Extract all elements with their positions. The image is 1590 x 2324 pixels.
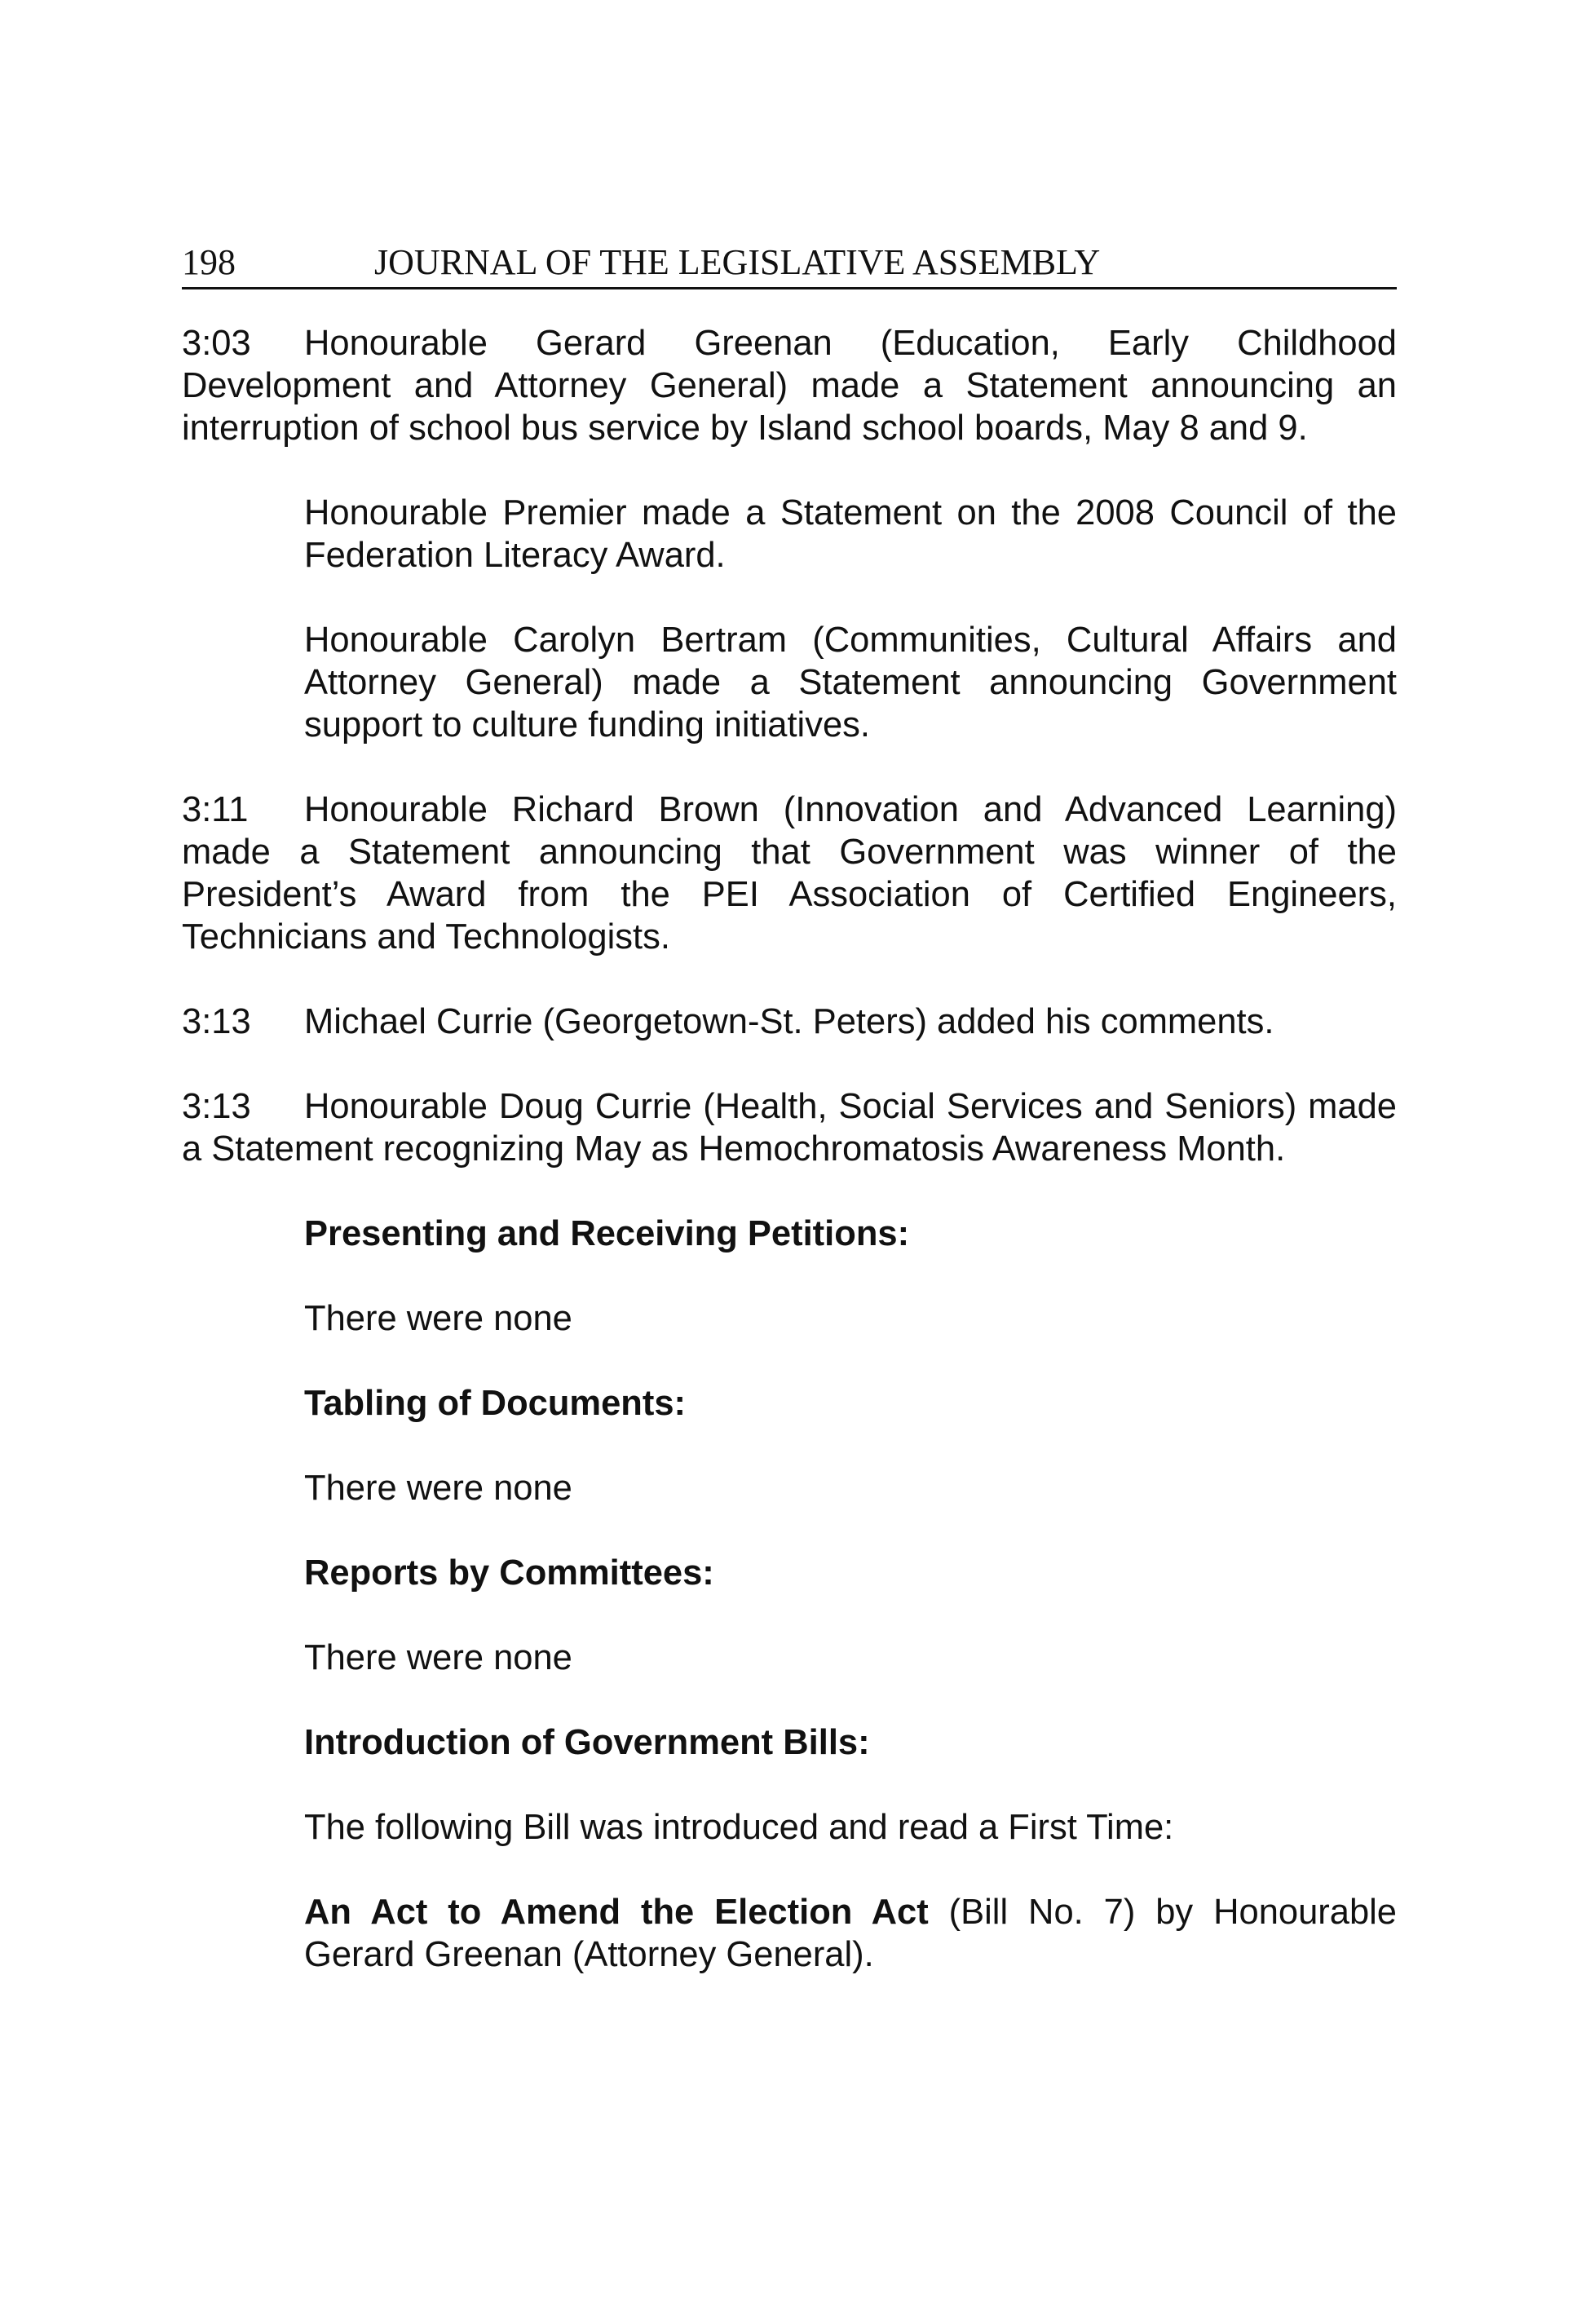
journal-entry <box>304 619 1397 746</box>
section-heading: Presenting and Receiving Petitions: <box>304 1214 910 1253</box>
journal-entry <box>182 789 1397 958</box>
bill-title: An Act to Amend the Election Act <box>304 1893 929 1932</box>
entry-text: Honourable Premier made a Statement on the 2008 Council of the Federation Literacy Award. <box>304 493 1397 575</box>
section-text: The following Bill was introduced and read a First Time: <box>304 1808 1174 1847</box>
journal-title: JOURNAL OF THE LEGISLATIVE ASSEMBLY <box>374 242 1101 282</box>
entry-text: Honourable Gerard Greenan (Education, Early Childhood Development and Attorney General) made a Statement announcing an interruption of school bus service by Island school boards, May 8 and 9. <box>182 324 1397 448</box>
section-text: There were none <box>304 1299 572 1338</box>
section-heading: Tabling of Documents: <box>304 1384 687 1423</box>
journal-entry <box>182 1085 1397 1170</box>
bill-details: (Bill No. 7) by Honourable Gerard Greenan (Attorney General). <box>304 1893 1398 1974</box>
journal-entry <box>182 1001 1397 1043</box>
entry-text: Honourable Carolyn Bertram (Communities, Cultural Affairs and Attorney General) made a Statement announcing Government support to culture funding initiatives. <box>304 621 1397 744</box>
entry-text: Michael Currie (Georgetown-St. Peters) added his comments. <box>304 1002 1274 1041</box>
journal-page <box>182 242 1398 2018</box>
entry-time: 3:13 <box>182 1002 251 1041</box>
section-heading: Introduction of Government Bills: <box>304 1723 870 1762</box>
entry-time: 3:13 <box>182 1087 251 1126</box>
section-text: There were none <box>304 1469 572 1508</box>
journal-entry <box>304 492 1397 577</box>
entry-time: 3:03 <box>182 324 251 363</box>
entry-text: Honourable Richard Brown (Innovation and Advanced Learning) made a Statement announcing that Government was winner of the President’s Award from the PEI Association of Certified Engineers, Technicians and Technologists. <box>182 790 1397 957</box>
entry-time: 3:11 <box>182 790 249 829</box>
section-text: There were none <box>304 1638 572 1677</box>
page-number: 198 <box>182 242 236 282</box>
page-header <box>182 242 1397 289</box>
entry-text: Honourable Doug Currie (Health, Social Services and Seniors) made a Statement recognizing May as Hemochromatosis Awareness Month. <box>182 1087 1397 1169</box>
journal-entry <box>182 322 1397 449</box>
section-heading: Reports by Committees: <box>304 1553 714 1593</box>
bill-entry <box>304 1891 1397 1976</box>
